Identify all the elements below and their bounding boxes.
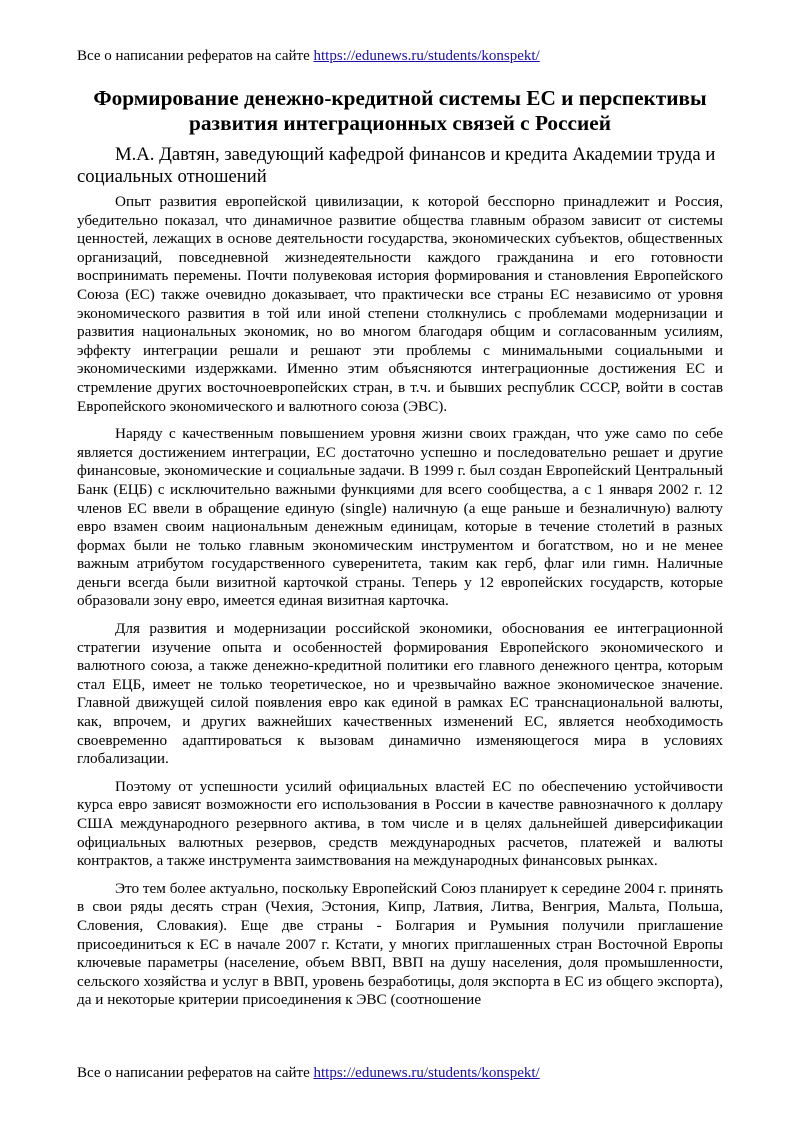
footer-site-link[interactable]: https://edunews.ru/students/konspekt/ [313,1065,540,1081]
body-paragraph-5: Это тем более актуально, поскольку Европейский Союз планирует к середине 2004 г. принять в свои ряды десять стран (Чехия, Эстония, Кипр, Латвия, Литва, Венгрия, Мальта, Польша, Словения, Словакия). Еще две страны - Болгария и Румыния получили приглашение присоединиться к ЕС в начале 2007 г. Кстати, у многих приглашенных стран Восточной Европы ключевые параметры (население, объем ВВП, ВВП на душу населения, доля промышленности, сельского хозяйства и услуг в ВВП, уровень безработицы, доля экспорта в ЕС из общего экспорта), да и некоторые критерии присоединения к ЭВС (соотношение [77,879,723,1009]
header-text: Все о написании рефератов на сайте [77,48,314,64]
document-body [77,193,723,1009]
header-site-link[interactable]: https://edunews.ru/students/konspekt/ [313,48,540,64]
page-footer [77,1064,540,1082]
body-paragraph-3: Для развития и модернизации российской экономики, обоснования ее интеграционной стратегии изучение опыта и особенностей формирования Европейского экономического и валютного союза, а также денежно-кредитной политики его главного денежного центра, которым стал ЕЦБ, имеет не только теоретическое, но и чрезвычайно важное экономическое значение. Главной движущей силой появления евро как единой в рамках ЕС транснациональной валюты, как, впрочем, и других важнейших качественных изменений ЕС, является необходимость своевременно адаптироваться к вызовам динамично изменяющегося мира в условиях глобализации. [77,620,723,768]
document-title: Формирование денежно-кредитной системы ЕС и перспективы развития интеграционных связей с Россией [93,86,707,135]
body-paragraph-1: Опыт развития европейской цивилизации, к которой бесспорно принадлежит и Россия, убедительно показал, что динамичное развитие общества главным образом зависит от системы ценностей, лежащих в основе деятельности государства, экономических субъектов, общественных организаций, повседневной жизнедеятельности каждого гражданина и его готовности воспринимать перемены. Почти полувековая история формирования и становления Европейского Союза (ЕС) также очевидно доказывает, что практически все страны ЕС независимо от уровня экономического развития в той или иной степени столкнулись с проблемами модернизации и развития национальных экономик, но во многом благодаря общим и согласованным усилиям, эффекту интеграции решали и решают эти проблемы с минимальными социальными и экономическими издержками. Именно этим объясняются интеграционные достижения ЕС и стремление других восточноевропейских стран, в т.ч. и бывших республик СССР, войти в состав Европейского экономического и валютного союза (ЭВС). [77,193,723,415]
document-author: М.А. Давтян, заведующий кафедрой финансов и кредита Академии труда и социальных отношений [77,144,716,187]
page-header [77,47,540,65]
body-paragraph-4: Поэтому от успешности усилий официальных властей ЕС по обеспечению устойчивости курса евро зависят возможности его использования в России в качестве равнозначного к доллару США международного резервного актива, в том числе и в целях дальнейшей диверсификации официальных валютных резервов, средств международных расчетов, платежей и валюты контрактов, а также инструмента заимствования на международных финансовых рынках. [77,777,723,870]
document-page [77,0,723,1131]
footer-text: Все о написании рефератов на сайте [77,1065,314,1081]
body-paragraph-2: Наряду с качественным повышением уровня жизни своих граждан, что уже само по себе является достижением интеграции, ЕС достаточно успешно и последовательно решает и другие финансовые, экономические и социальные задачи. В 1999 г. был создан Европейский Центральный Банк (ЕЦБ) с исключительно важными функциями для всего сообщества, а с 1 января 2002 г. 12 членов ЕС ввели в обращение единую (single) наличную (а еще раньше и безналичную) валюту евро взамен своим национальным денежным единицам, которые в течение столетий в разных формах были не только главным экономическим инструментом и богатством, но и не менее важным атрибутом государственного суверенитета, таким как герб, флаг или гимн. Наличные деньги всегда были визитной карточкой страны. Теперь у 12 европейских государств, которые образовали зону евро, имеется единая визитная карточка. [77,425,723,610]
